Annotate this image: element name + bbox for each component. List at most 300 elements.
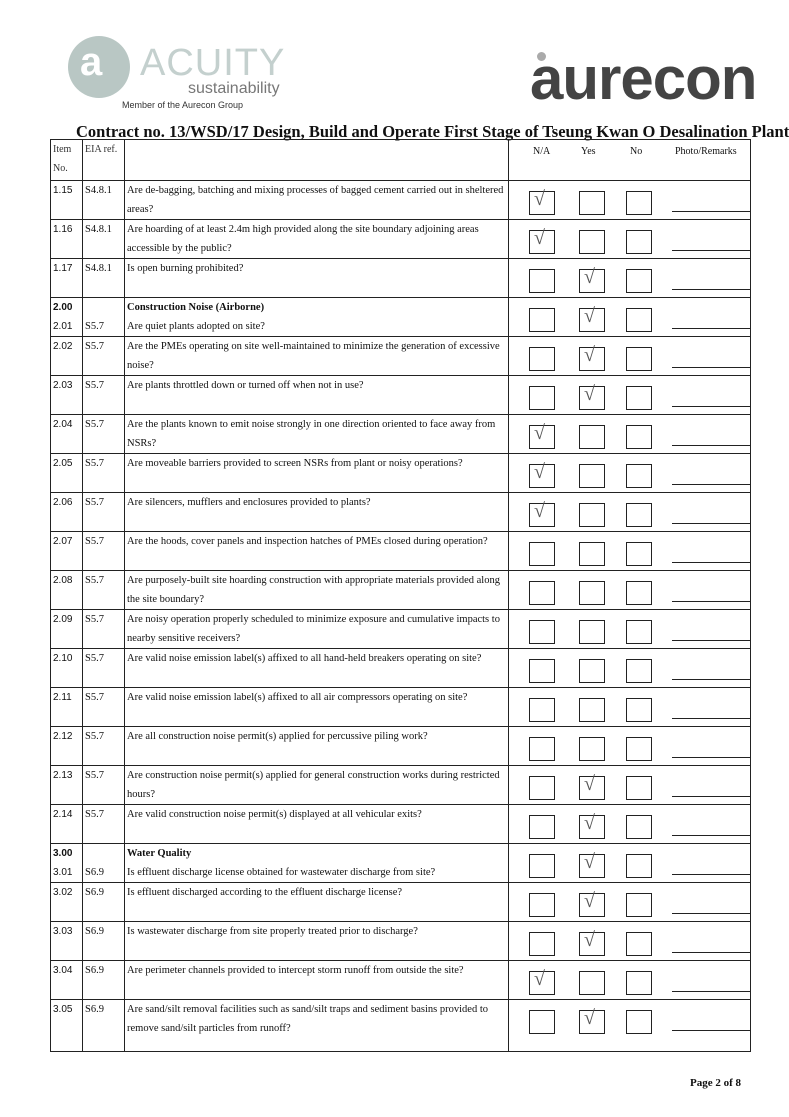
question-text: Are perimeter channels provided to intercept storm runoff from outside the site? — [127, 965, 464, 976]
eia-cell — [83, 454, 125, 493]
remarks-field[interactable] — [672, 952, 750, 953]
item-number: 1.15 — [53, 185, 73, 196]
checkbox-na[interactable] — [529, 500, 555, 527]
checkbox-no[interactable] — [626, 1010, 652, 1034]
checkbox-yes[interactable] — [579, 620, 605, 644]
item-cell — [51, 220, 83, 259]
item-cell — [51, 493, 83, 532]
checks-cell — [509, 571, 751, 610]
item-cell — [51, 610, 83, 649]
item-cell — [51, 922, 83, 961]
checkbox-no[interactable] — [626, 815, 652, 839]
question-text: Is wastewater discharge from site properly treated prior to discharge? — [127, 926, 418, 937]
checkbox-na[interactable] — [529, 854, 555, 878]
description-cell — [125, 181, 509, 220]
check-mark-icon: √ — [534, 227, 545, 249]
item-number: 2.08 — [53, 575, 73, 586]
item-number: 2.01 — [53, 321, 73, 332]
checkbox-na[interactable] — [529, 776, 555, 800]
eia-ref: S5.7 — [85, 497, 104, 508]
checkbox-no[interactable] — [626, 503, 652, 527]
checkbox-na[interactable] — [529, 188, 555, 215]
eia-cell — [83, 493, 125, 532]
eia-ref: S5.7 — [85, 731, 104, 742]
eia-cell — [83, 532, 125, 571]
checkbox-yes[interactable] — [579, 851, 605, 878]
checks-cell — [509, 454, 751, 493]
checkbox-na[interactable] — [529, 659, 555, 683]
eia-ref: S6.9 — [85, 926, 104, 937]
remarks-field[interactable] — [672, 328, 750, 329]
check-mark-icon: √ — [584, 266, 595, 288]
eia-cell — [83, 805, 125, 844]
item-cell — [51, 571, 83, 610]
item-number: 2.06 — [53, 497, 73, 508]
section-number: 2.00 — [53, 302, 73, 313]
member-text: Member of the Aurecon Group — [122, 100, 244, 110]
question-text: Are sand/silt removal facilities such as sand/silt traps and sediment basins provided to remove sand/silt particles from runoff? — [127, 1004, 489, 1034]
remarks-field[interactable] — [672, 601, 750, 602]
header-no: No — [630, 146, 643, 157]
item-number: 2.05 — [53, 458, 73, 469]
remarks-field[interactable] — [672, 679, 750, 680]
eia-cell — [83, 649, 125, 688]
question-text: Are construction noise permit(s) applied for general construction works during restricted hours? — [127, 770, 500, 800]
header-description — [125, 140, 509, 181]
checks-cell — [509, 181, 751, 220]
table-row — [51, 493, 751, 532]
table-row — [51, 1000, 751, 1052]
table-row — [51, 727, 751, 766]
eia-ref: S6.9 — [85, 1004, 104, 1015]
question-text: Are noisy operation properly scheduled to minimize exposure and cumulative impacts to nearby sensitive receivers? — [127, 614, 500, 644]
checkbox-yes[interactable] — [579, 812, 605, 839]
description-cell — [125, 649, 509, 688]
question-text: Are moveable barriers provided to screen NSRs from plant or noisy operations? — [127, 458, 463, 469]
checkbox-yes[interactable] — [579, 698, 605, 722]
table-row — [51, 454, 751, 493]
description-cell — [125, 454, 509, 493]
table-row — [51, 532, 751, 571]
checks-cell — [509, 688, 751, 727]
table-header — [51, 140, 751, 181]
eia-cell — [83, 571, 125, 610]
checkbox-no[interactable] — [626, 893, 652, 917]
checks-cell — [509, 610, 751, 649]
item-cell — [51, 259, 83, 298]
checkbox-na[interactable] — [529, 422, 555, 449]
remarks-field[interactable] — [672, 1030, 750, 1031]
item-cell — [51, 415, 83, 454]
question-text: Are the plants known to emit noise strongly in one direction oriented to face away from NSRs? — [127, 419, 496, 449]
eia-ref: S5.7 — [85, 419, 104, 430]
question-text: Are silencers, mufflers and enclosures provided to plants? — [127, 497, 371, 508]
remarks-field[interactable] — [672, 718, 750, 719]
check-mark-icon: √ — [584, 305, 595, 327]
checkbox-no[interactable] — [626, 347, 652, 371]
eia-ref: S6.9 — [85, 867, 104, 878]
checks-cell — [509, 727, 751, 766]
checks-cell — [509, 493, 751, 532]
checks-cell — [509, 415, 751, 454]
remarks-field[interactable] — [672, 406, 750, 407]
eia-ref: S5.7 — [85, 341, 104, 352]
item-cell — [51, 298, 83, 337]
eia-cell — [83, 337, 125, 376]
item-number: 3.03 — [53, 926, 73, 937]
item-number: 2.12 — [53, 731, 73, 742]
description-cell — [125, 961, 509, 1000]
checks-cell — [509, 922, 751, 961]
check-mark-icon: √ — [534, 500, 545, 522]
checkbox-yes[interactable] — [579, 305, 605, 332]
eia-ref: S5.7 — [85, 809, 104, 820]
checkbox-na[interactable] — [529, 227, 555, 254]
item-cell — [51, 454, 83, 493]
checkbox-no[interactable] — [626, 659, 652, 683]
checkbox-na[interactable] — [529, 386, 555, 410]
checkbox-na[interactable] — [529, 542, 555, 566]
check-mark-icon: √ — [584, 812, 595, 834]
checkbox-yes[interactable] — [579, 503, 605, 527]
table-row — [51, 649, 751, 688]
checks-cell — [509, 298, 751, 337]
check-mark-icon: √ — [584, 344, 595, 366]
check-mark-icon: √ — [584, 383, 595, 405]
checks-cell — [509, 961, 751, 1000]
description-cell — [125, 883, 509, 922]
description-cell — [125, 610, 509, 649]
question-text: Are the PMEs operating on site well-maintained to minimize the generation of excessive noise? — [127, 341, 500, 371]
description-cell — [125, 805, 509, 844]
table-row — [51, 571, 751, 610]
checkbox-yes[interactable] — [579, 971, 605, 995]
eia-cell — [83, 961, 125, 1000]
question-text: Are valid noise emission label(s) affixed to all air compressors operating on site? — [127, 692, 468, 703]
checkbox-na[interactable] — [529, 893, 555, 917]
document-title: Contract no. 13/WSD/17 Design, Build and Operate First Stage of Tseung Kwan O Desalination Plant — [76, 122, 789, 141]
item-cell — [51, 649, 83, 688]
item-cell — [51, 961, 83, 1000]
question-text: Are all construction noise permit(s) applied for percussive piling work? — [127, 731, 428, 742]
checkbox-no[interactable] — [626, 230, 652, 254]
checkbox-na[interactable] — [529, 308, 555, 332]
remarks-field[interactable] — [672, 913, 750, 914]
question-text: Are purposely-built site hoarding construction with appropriate materials provided along the site boundary? — [127, 575, 500, 605]
eia-ref: S5.7 — [85, 536, 104, 547]
checkbox-no[interactable] — [626, 737, 652, 761]
table-row — [51, 610, 751, 649]
check-mark-icon: √ — [534, 968, 545, 990]
eia-cell — [83, 844, 125, 883]
checkbox-yes[interactable] — [579, 773, 605, 800]
check-mark-icon: √ — [584, 890, 595, 912]
item-number: 3.05 — [53, 1004, 73, 1015]
eia-cell — [83, 220, 125, 259]
checkbox-no[interactable] — [626, 542, 652, 566]
checks-cell — [509, 259, 751, 298]
item-number: 3.01 — [53, 867, 73, 878]
eia-cell — [83, 298, 125, 337]
page-number: Page 2 of 8 — [690, 1077, 742, 1089]
eia-cell — [83, 688, 125, 727]
item-cell — [51, 727, 83, 766]
header-remarks: Photo/Remarks — [675, 146, 737, 157]
table-row — [51, 961, 751, 1000]
check-mark-icon: √ — [584, 773, 595, 795]
remarks-field[interactable] — [672, 445, 750, 446]
table-row — [51, 766, 751, 805]
question-text: Are de-bagging, batching and mixing processes of bagged cement carried out in sheltered areas? — [127, 185, 504, 215]
checkbox-no[interactable] — [626, 425, 652, 449]
question-text: Are valid noise emission label(s) affixed to all hand-held breakers operating on site? — [127, 653, 482, 664]
checkbox-no[interactable] — [626, 932, 652, 956]
checkbox-na[interactable] — [529, 269, 555, 293]
checkbox-na[interactable] — [529, 815, 555, 839]
checkbox-yes[interactable] — [579, 425, 605, 449]
check-mark-icon: √ — [534, 188, 545, 210]
checkbox-no[interactable] — [626, 581, 652, 605]
table-row — [51, 688, 751, 727]
description-cell — [125, 571, 509, 610]
checks-cell — [509, 883, 751, 922]
item-cell — [51, 337, 83, 376]
checkbox-yes[interactable] — [579, 266, 605, 293]
question-text: Are the hoods, cover panels and inspection hatches of PMEs closed during operation? — [127, 536, 488, 547]
description-cell — [125, 259, 509, 298]
eia-ref: S5.7 — [85, 575, 104, 586]
table-row — [51, 415, 751, 454]
eia-cell — [83, 1000, 125, 1052]
checkbox-no[interactable] — [626, 269, 652, 293]
checkbox-yes[interactable] — [579, 890, 605, 917]
checkbox-no[interactable] — [626, 464, 652, 488]
checkbox-yes[interactable] — [579, 737, 605, 761]
item-number: 1.17 — [53, 263, 73, 274]
question-text: Are plants throttled down or turned off when not in use? — [127, 380, 364, 391]
eia-ref: S4.8.1 — [85, 263, 112, 274]
checkbox-yes[interactable] — [579, 344, 605, 371]
item-number: 2.04 — [53, 419, 73, 430]
item-number: 2.14 — [53, 809, 73, 820]
check-mark-icon: √ — [584, 851, 595, 873]
eia-ref: S5.7 — [85, 380, 104, 391]
eia-ref: S6.9 — [85, 887, 104, 898]
item-number: 2.11 — [53, 692, 72, 703]
table-row — [51, 181, 751, 220]
remarks-field[interactable] — [672, 835, 750, 836]
eia-cell — [83, 766, 125, 805]
remarks-field[interactable] — [672, 211, 750, 212]
checks-cell — [509, 532, 751, 571]
description-cell — [125, 688, 509, 727]
table-row — [51, 259, 751, 298]
checkbox-na[interactable] — [529, 698, 555, 722]
item-cell — [51, 688, 83, 727]
checks-cell — [509, 649, 751, 688]
check-mark-icon: √ — [584, 929, 595, 951]
table-row — [51, 376, 751, 415]
checkbox-na[interactable] — [529, 968, 555, 995]
question-text: Is open burning prohibited? — [127, 263, 244, 274]
eia-cell — [83, 610, 125, 649]
acuity-logo-mark: a — [68, 36, 130, 98]
checks-cell — [509, 337, 751, 376]
checkbox-yes[interactable] — [579, 542, 605, 566]
table-row — [51, 298, 751, 337]
checks-cell — [509, 805, 751, 844]
item-cell — [51, 844, 83, 883]
eia-ref: S5.7 — [85, 321, 104, 332]
checkbox-yes[interactable] — [579, 383, 605, 410]
description-cell — [125, 376, 509, 415]
check-mark-icon: √ — [584, 1007, 595, 1029]
remarks-field[interactable] — [672, 289, 750, 290]
item-cell — [51, 883, 83, 922]
checkbox-na[interactable] — [529, 1010, 555, 1034]
check-mark-icon: √ — [534, 422, 545, 444]
acuity-wordmark: ACUITY — [140, 42, 286, 84]
eia-cell — [83, 181, 125, 220]
checks-cell — [509, 844, 751, 883]
item-cell — [51, 766, 83, 805]
description-cell — [125, 493, 509, 532]
remarks-field[interactable] — [672, 367, 750, 368]
description-cell — [125, 922, 509, 961]
table-row — [51, 844, 751, 883]
checks-cell — [509, 220, 751, 259]
table-row — [51, 805, 751, 844]
description-cell — [125, 727, 509, 766]
question-text: Are quiet plants adopted on site? — [127, 321, 265, 332]
question-text: Are valid construction noise permit(s) displayed at all vehicular exits? — [127, 809, 422, 820]
eia-ref: S5.7 — [85, 692, 104, 703]
checklist-table — [50, 139, 751, 1052]
item-number: 2.09 — [53, 614, 73, 625]
checkbox-yes[interactable] — [579, 1007, 605, 1034]
eia-ref: S5.7 — [85, 770, 104, 781]
checkbox-yes[interactable] — [579, 230, 605, 254]
description-cell — [125, 220, 509, 259]
eia-cell — [83, 259, 125, 298]
checks-cell — [509, 1000, 751, 1052]
item-cell — [51, 1000, 83, 1052]
item-number: 2.03 — [53, 380, 73, 391]
remarks-field[interactable] — [672, 991, 750, 992]
eia-cell — [83, 376, 125, 415]
remarks-field[interactable] — [672, 562, 750, 563]
checkbox-no[interactable] — [626, 698, 652, 722]
eia-cell — [83, 883, 125, 922]
remarks-field[interactable] — [672, 484, 750, 485]
checkbox-na[interactable] — [529, 461, 555, 488]
header-eia: EIA ref. — [83, 140, 125, 181]
checkbox-yes[interactable] — [579, 581, 605, 605]
checkbox-no[interactable] — [626, 308, 652, 332]
eia-ref: S5.7 — [85, 653, 104, 664]
eia-ref: S5.7 — [85, 458, 104, 469]
checkbox-na[interactable] — [529, 932, 555, 956]
checkbox-na[interactable] — [529, 347, 555, 371]
description-cell — [125, 337, 509, 376]
item-number: 2.13 — [53, 770, 73, 781]
eia-ref: S5.7 — [85, 614, 104, 625]
header-item: Item No. — [51, 140, 83, 181]
table-row — [51, 220, 751, 259]
item-cell — [51, 532, 83, 571]
item-number: 2.02 — [53, 341, 73, 352]
checkbox-na[interactable] — [529, 581, 555, 605]
remarks-field[interactable] — [672, 640, 750, 641]
description-cell — [125, 298, 509, 337]
question-text: Is effluent discharge license obtained for wastewater discharge from site? — [127, 867, 436, 878]
description-cell — [125, 844, 509, 883]
checkbox-no[interactable] — [626, 386, 652, 410]
description-cell — [125, 1000, 509, 1052]
section-title: Construction Noise (Airborne) — [127, 302, 265, 313]
checkbox-no[interactable] — [626, 776, 652, 800]
question-text: Are hoarding of at least 2.4m high provided along the site boundary adjoining areas accessible by the public? — [127, 224, 479, 254]
remarks-field[interactable] — [672, 523, 750, 524]
table-row — [51, 337, 751, 376]
eia-ref: S4.8.1 — [85, 224, 112, 235]
item-number: 1.16 — [53, 224, 73, 235]
item-cell — [51, 805, 83, 844]
check-mark-icon: √ — [534, 461, 545, 483]
header-na: N/A — [533, 146, 551, 157]
checkbox-na[interactable] — [529, 620, 555, 644]
eia-ref: S6.9 — [85, 965, 104, 976]
acuity-subtitle: sustainability — [188, 80, 280, 97]
table-row — [51, 922, 751, 961]
checks-cell — [509, 376, 751, 415]
eia-cell — [83, 415, 125, 454]
checkbox-no[interactable] — [626, 854, 652, 878]
checkbox-na[interactable] — [529, 737, 555, 761]
checkbox-yes[interactable] — [579, 929, 605, 956]
aurecon-logo: aurecon — [530, 45, 757, 112]
item-number: 3.02 — [53, 887, 73, 898]
item-cell — [51, 376, 83, 415]
checkbox-yes[interactable] — [579, 464, 605, 488]
description-cell — [125, 415, 509, 454]
item-number: 2.07 — [53, 536, 73, 547]
item-number: 3.04 — [53, 965, 73, 976]
description-cell — [125, 532, 509, 571]
question-text: Is effluent discharged according to the effluent discharge license? — [127, 887, 403, 898]
remarks-field[interactable] — [672, 757, 750, 758]
table-row — [51, 883, 751, 922]
checkbox-no[interactable] — [626, 620, 652, 644]
eia-ref: S4.8.1 — [85, 185, 112, 196]
eia-cell — [83, 727, 125, 766]
eia-cell — [83, 922, 125, 961]
description-cell — [125, 766, 509, 805]
checkbox-no[interactable] — [626, 191, 652, 215]
item-cell — [51, 181, 83, 220]
checkbox-yes[interactable] — [579, 659, 605, 683]
remarks-field[interactable] — [672, 796, 750, 797]
checkbox-no[interactable] — [626, 971, 652, 995]
checkbox-yes[interactable] — [579, 191, 605, 215]
remarks-field[interactable] — [672, 874, 750, 875]
remarks-field[interactable] — [672, 250, 750, 251]
section-title: Water Quality — [127, 848, 192, 859]
header-yes: Yes — [581, 146, 596, 157]
header-checks — [509, 140, 751, 181]
section-number: 3.00 — [53, 848, 73, 859]
item-number: 2.10 — [53, 653, 73, 664]
